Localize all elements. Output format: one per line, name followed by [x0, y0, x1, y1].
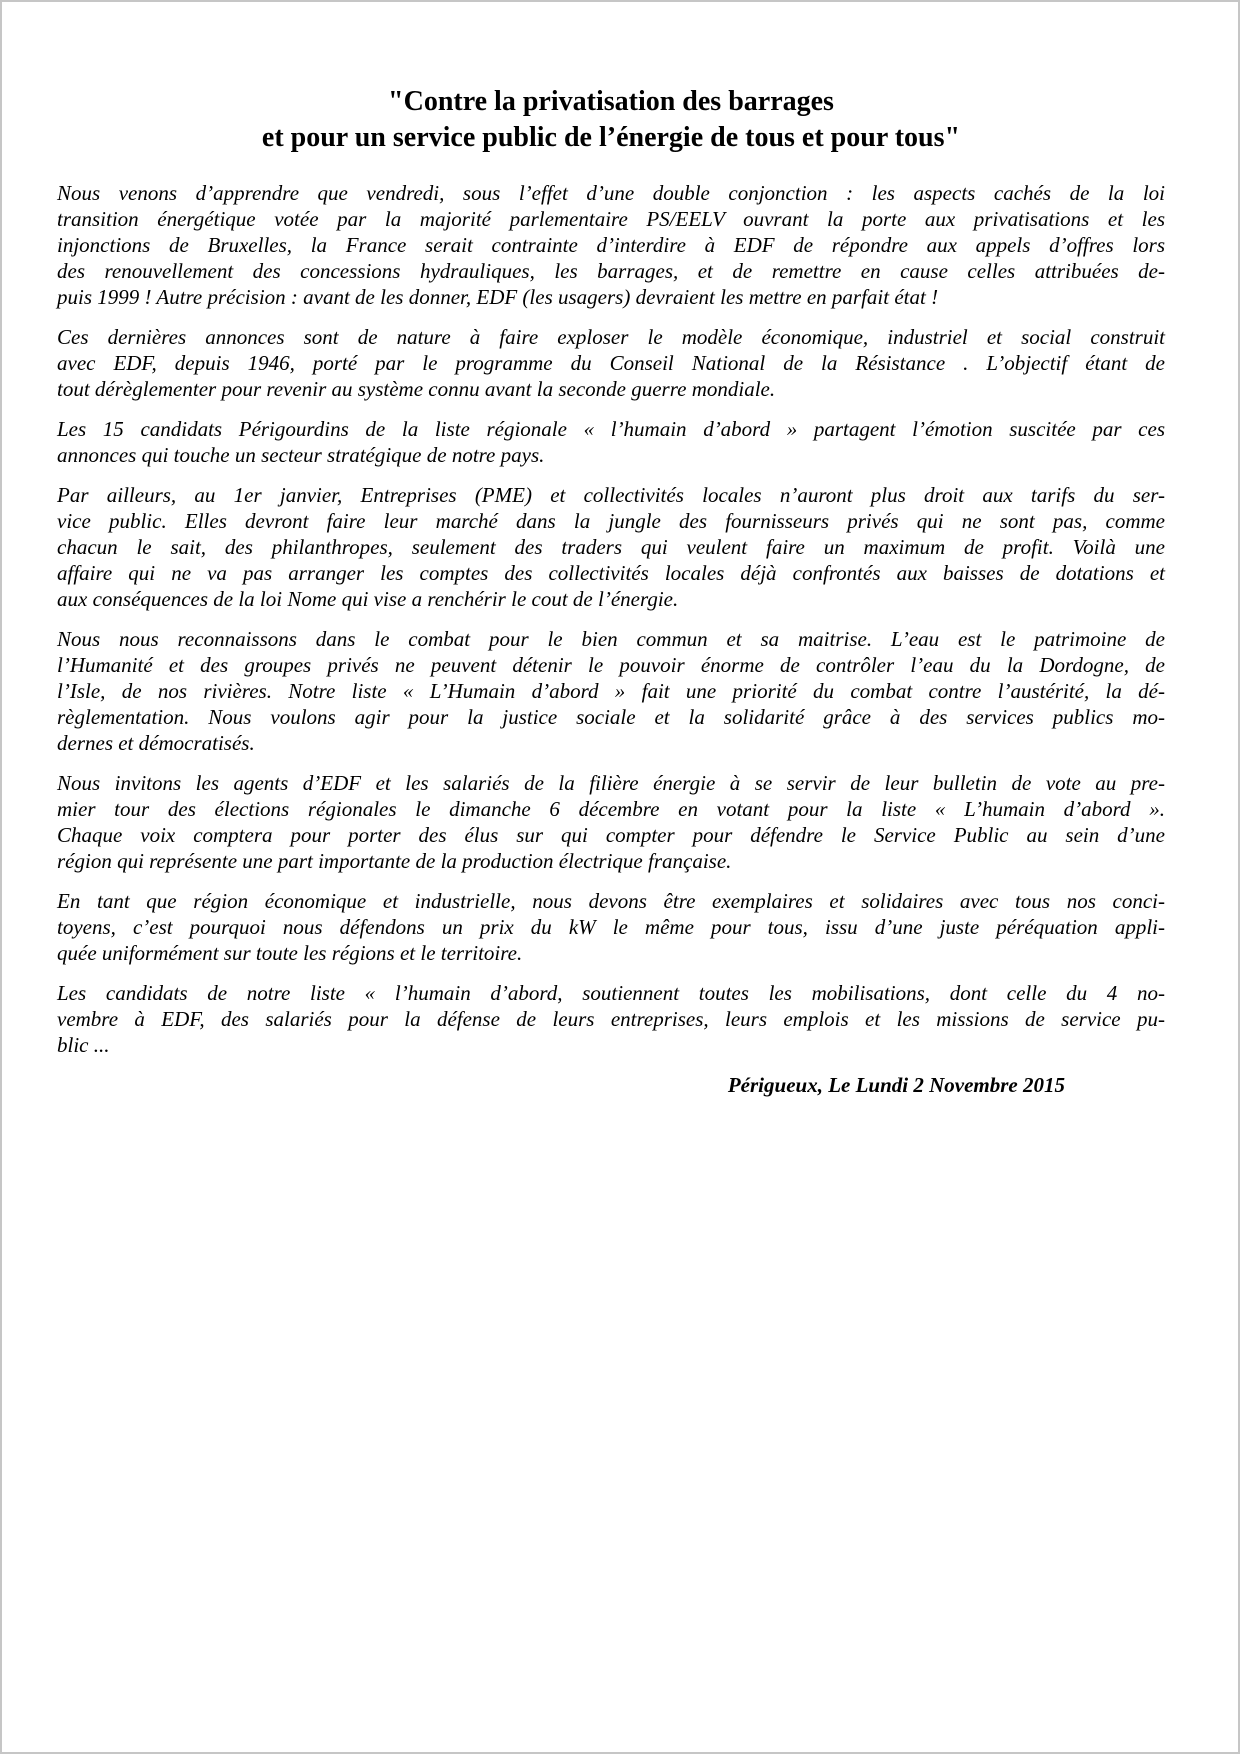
title-line-1: "Contre la privatisation des barrages [388, 86, 834, 117]
paragraph-line: l’Isle, de nos rivières. Notre liste « L’Humain d’abord » fait une priorité du combat contre l’austérité, la dé- [57, 679, 1165, 703]
paragraph-line: l’Humanité et des groupes privés ne peuvent détenir le pouvoir énorme de contrôler l’eau du la Dordogne, de [57, 653, 1165, 677]
paragraph-line: affaire qui ne va pas arranger les comptes des collectivités locales déjà confrontés aux baisses de dotations et [57, 561, 1165, 585]
paragraph [57, 324, 1165, 402]
paragraph-line: Nous nous reconnaissons dans le combat pour le bien commun et sa maitrise. L’eau est le patrimoine de [57, 627, 1165, 651]
paragraph-line: Les 15 candidats Périgourdins de la liste régionale « l’humain d’abord » partagent l’émotion suscitée par ces [57, 417, 1165, 441]
paragraph-line: transition énergétique votée par la majorité parlementaire PS/EELV ouvrant la porte aux privatisations et les [57, 207, 1165, 231]
paragraph-line: toyens, c’est pourquoi nous défendons un prix du kW le même pour tous, issu d’une juste péréquation appli- [57, 915, 1165, 939]
paragraph-line: tout dérèglementer pour revenir au système connu avant la seconde guerre mondiale. [57, 377, 776, 401]
paragraph [57, 416, 1165, 468]
paragraph-line: des renouvellement des concessions hydrauliques, les barrages, et de remettre en cause celles attribuées de- [57, 259, 1165, 283]
paragraph-line: annonces qui touche un secteur stratégique de notre pays. [57, 443, 545, 467]
paragraph-line: vice public. Elles devront faire leur marché dans la jungle des fournisseurs privés qui ne sont pas, comme [57, 509, 1165, 533]
paragraph [57, 770, 1165, 874]
document-body [57, 180, 1165, 1058]
paragraph-line: Nous invitons les agents d’EDF et les salariés de la filière énergie à se servir de leur bulletin de vote au pre- [57, 771, 1165, 795]
paragraph [57, 888, 1165, 966]
paragraph-line: quée uniformément sur toute les régions et le territoire. [57, 941, 523, 965]
paragraph-line: En tant que région économique et industrielle, nous devons être exemplaires et solidaires avec tous nos conci- [57, 889, 1165, 913]
paragraph-line: blic ... [57, 1033, 110, 1057]
paragraph-line: vembre à EDF, des salariés pour la défense de leurs entreprises, leurs emplois et les missions de service pu- [57, 1007, 1165, 1031]
paragraph-line: injonctions de Bruxelles, la France serait contrainte d’interdire à EDF de répondre aux appels d’offres lors [57, 233, 1165, 257]
paragraph [57, 180, 1165, 310]
paragraph-line: dernes et démocratisés. [57, 731, 255, 755]
paragraph-line: Les candidats de notre liste « l’humain d’abord, soutiennent toutes les mobilisations, dont celle du 4 no- [57, 981, 1165, 1005]
paragraph-line: Ces dernières annonces sont de nature à faire exploser le modèle économique, industriel et social construit [57, 325, 1165, 349]
paragraph-line: région qui représente une part importante de la production électrique française. [57, 849, 732, 873]
paragraph-line: Chaque voix comptera pour porter des élus sur qui compter pour défendre le Service Public au sein d’une [57, 823, 1165, 847]
signature-line: Périgueux, Le Lundi 2 Novembre 2015 [727, 1073, 1065, 1097]
paragraph-line: aux conséquences de la loi Nome qui vise a renchérir le cout de l’énergie. [57, 587, 679, 611]
title-line-2: et pour un service public de l’énergie de tous et pour tous" [261, 122, 961, 153]
paragraph-line: puis 1999 ! Autre précision : avant de les donner, EDF (les usagers) devraient les mettre en parfait état ! [57, 285, 939, 309]
paragraph-line: chacun le sait, des philanthropes, seulement des traders qui veulent faire un maximum de profit. Voilà une [57, 535, 1165, 559]
paragraph [57, 482, 1165, 612]
paragraph [57, 626, 1165, 756]
paragraph-line: Par ailleurs, au 1er janvier, Entreprises (PME) et collectivités locales n’auront plus droit aux tarifs du ser- [57, 483, 1165, 507]
document-content [57, 84, 1165, 1098]
paragraph [57, 980, 1165, 1058]
paragraph-line: avec EDF, depuis 1946, porté par le programme du Conseil National de la Résistance . L’objectif étant de [57, 351, 1165, 375]
paragraph-line: Nous venons d’apprendre que vendredi, sous l’effet d’une double conjonction : les aspects cachés de la loi [57, 181, 1165, 205]
document-title [57, 84, 1165, 156]
paragraph-line: règlementation. Nous voulons agir pour la justice sociale et la solidarité grâce à des services publics mo- [57, 705, 1165, 729]
paragraph-line: mier tour des élections régionales le dimanche 6 décembre en votant pour la liste « L’humain d’abord ». [57, 797, 1165, 821]
